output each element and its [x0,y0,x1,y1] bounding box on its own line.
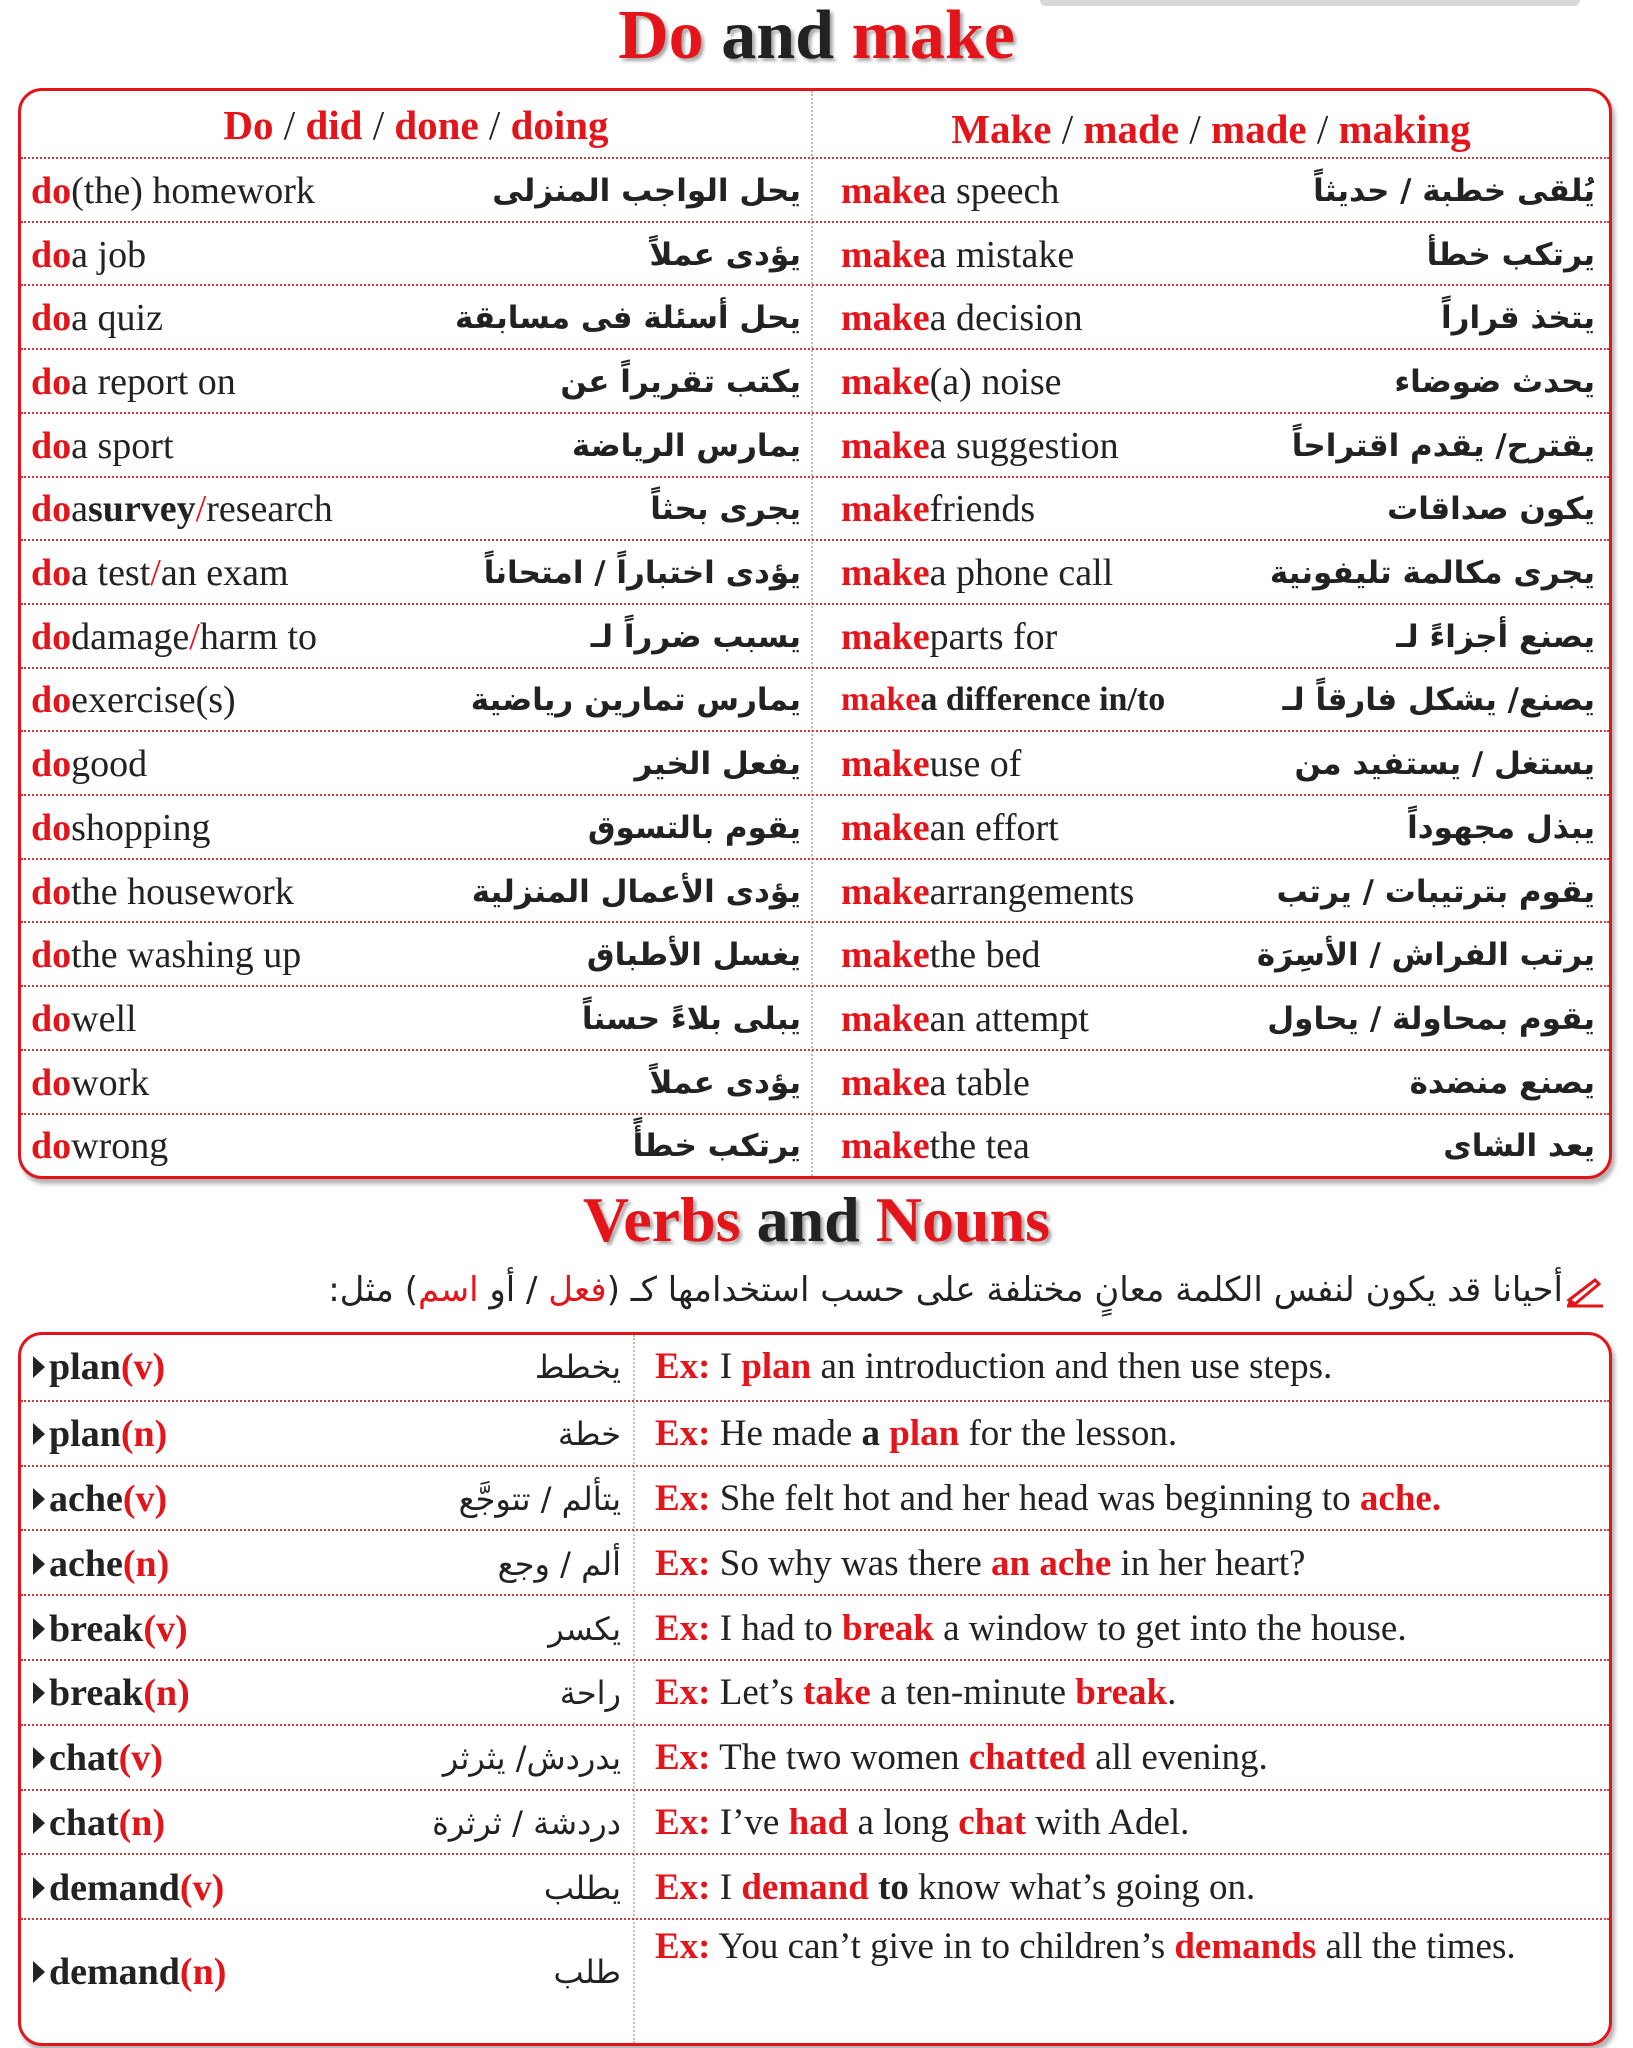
part-of-speech: (n) [118,1801,166,1844]
left-english [31,350,461,414]
left-english [31,1051,461,1115]
example-label: Ex: [655,1346,711,1388]
left-english [31,732,461,796]
example-sentence [655,1726,1585,1791]
r-phrase-part: arrangements [929,870,1135,913]
left-arabic: يؤدى الأعمال المنزلية [471,873,801,910]
word: chat [49,1801,119,1844]
bullet-triangle-icon [33,1618,45,1640]
example-label: Ex: [655,1477,711,1519]
r-keyword: make [841,169,930,212]
example-segment: So why was there [719,1542,992,1584]
bullet-triangle-icon [33,1877,45,1899]
right-arabic: يحدث ضوضاء [1394,363,1595,400]
right-english [841,350,1241,414]
right-arabic: يقوم بترتيبات / يرتب [1276,873,1595,910]
example-segment: for the lesson. [959,1413,1178,1455]
l-keyword: do [31,743,72,786]
l-keyword: do [31,424,72,467]
right-english [841,796,1241,860]
right-english [841,987,1241,1051]
left-arabic: يفعل الخير [634,746,801,783]
example-sentence [655,1791,1585,1856]
l-keyword: do [31,997,72,1040]
example-text [655,1670,1176,1716]
word: chat [49,1737,119,1780]
r-keyword: make [841,1125,930,1168]
example-text [655,1800,1189,1846]
example-segment: The two women [719,1737,969,1779]
example-segment: plan [889,1413,960,1455]
l-phrase-part: a quiz [71,297,163,340]
verb-noun-row [21,1789,1609,1856]
left-english [31,923,461,987]
left-arabic: يمارس الرياضة [571,427,801,464]
l-keyword: do [31,934,72,977]
right-arabic: يستغل / يستفيد من [1294,746,1595,783]
left-column-header: Do / did / done / doing [223,102,609,148]
example-sentence [655,1335,1585,1400]
example-text [655,1476,1441,1522]
right-arabic: يصنع أجزاءً لـ [1396,618,1595,655]
left-arabic: يغسل الأطباق [586,937,801,974]
do-make-table [18,88,1612,1179]
example-segment: break [1075,1672,1168,1714]
example-segment: I had to [719,1607,843,1649]
left-arabic: يحل أسئلة فى مسابقة [454,300,801,337]
example-segment: I’ve [719,1801,789,1843]
left-english [31,286,461,350]
r-keyword: make [841,552,930,595]
left-arabic: يسبب ضرراً لـ [590,618,801,655]
table-row [21,412,1609,478]
part-of-speech: (n) [179,1950,227,1993]
right-arabic: يرتكب خطأ [1426,236,1595,273]
right-arabic: يتخذ قراراً [1440,300,1595,337]
arabic-meaning: طلب [553,1952,621,1991]
example-segment: plan [741,1346,812,1388]
example-segment: break [842,1607,934,1649]
example-sentence [655,1531,1585,1596]
r-keyword: make [841,615,930,658]
l-keyword: do [31,552,72,595]
r-phrase-part: a decision [929,297,1083,340]
l-phrase-part: exercise(s) [71,679,236,722]
arabic-meaning: راحة [559,1674,621,1713]
table-row [21,921,1609,987]
word: break [49,1607,144,1650]
left-english [31,478,461,542]
l-phrase-part: work [71,1061,150,1104]
example-segment: demands [1174,1926,1317,1968]
r-keyword: make [841,934,930,977]
part-of-speech: (v) [118,1737,163,1780]
example-segment: a long [848,1801,959,1843]
bullet-triangle-icon [33,1682,45,1704]
l-keyword: do [31,870,72,913]
word-cell [33,1467,333,1532]
left-english [31,987,461,1051]
left-english [31,796,461,860]
right-english [841,605,1241,669]
arabic-meaning: دردشة / ثرثرة [432,1803,621,1842]
l-phrase-part: / [195,488,207,531]
example-label: Ex: [655,1926,711,1968]
right-english [841,860,1241,924]
verb-noun-row [21,1853,1609,1920]
l-keyword: do [31,169,72,212]
example-segment: chatted [968,1737,1086,1779]
verbs-nouns-intro: أحيانا قد يكون لنفس الكلمة معانٍ مختلفة على حسب استخدامها كـ (فعل / أو اسم) مثل: [328,1270,1563,1310]
l-keyword: do [31,615,72,658]
example-text [655,1606,1407,1652]
table-row [21,730,1609,796]
r-keyword: make [841,681,921,719]
r-keyword: make [841,997,930,1040]
r-keyword: make [841,743,930,786]
part-of-speech: (n) [122,1542,170,1585]
r-phrase-part: a difference in/to [920,681,1166,719]
r-phrase-part: a speech [929,169,1060,212]
part-of-speech: (v) [143,1607,188,1650]
r-phrase-part: the tea [929,1125,1030,1168]
arabic-meaning: يكسر [548,1609,621,1648]
l-phrase-part: a report on [71,360,236,403]
r-phrase-part: a phone call [929,552,1114,595]
verb-noun-row [21,1918,1609,2023]
left-arabic: يؤدى عملاً [649,236,801,273]
r-phrase-part: a table [929,1061,1030,1104]
title-word-make: make [851,0,1015,74]
example-text [655,1735,1268,1781]
example-segment: take [802,1672,871,1714]
arabic-meaning: يخطط [534,1348,621,1387]
right-arabic: يجرى مكالمة تليفونية [1269,555,1595,592]
bullet-triangle-icon [33,1553,45,1575]
r-keyword: make [841,806,930,849]
l-phrase-part: the washing up [71,934,302,977]
r-keyword: make [841,297,930,340]
r-keyword: make [841,488,930,531]
section-title-do-make [0,0,1633,74]
word: demand [49,1950,180,1993]
l-phrase-part: a sport [71,424,174,467]
section-title-verbs-nouns [0,1180,1633,1260]
r-phrase-part: a mistake [929,233,1075,276]
l-phrase-part: (the) homework [71,169,315,212]
part-of-speech: (n) [120,1413,168,1456]
example-label: Ex: [655,1413,711,1455]
r-keyword: make [841,1061,930,1104]
example-segment: ache. [1359,1477,1442,1519]
l-phrase-part: / [189,615,200,658]
bullet-triangle-icon [33,1356,45,1378]
emphasis: survey [88,488,196,531]
verb-noun-row [21,1465,1609,1532]
example-text [655,1344,1332,1390]
verb-noun-row [21,1659,1609,1726]
l-phrase-part: research [206,488,333,531]
pen-icon [1565,1270,1605,1310]
title-word-and-2: and [756,1184,860,1255]
example-segment: I [719,1346,742,1388]
table-row [21,221,1609,287]
l-keyword: do [31,806,72,849]
r-phrase-part: an effort [929,806,1059,849]
l-keyword: do [31,488,72,531]
example-sentence [655,1920,1585,2027]
bullet-triangle-icon [33,1961,45,1983]
example-segment: . [1167,1672,1177,1714]
arabic-meaning: خطة [557,1415,621,1454]
left-arabic: يكتب تقريراً عن [560,363,801,400]
right-arabic: يُلقى خطبة / حديثاً [1313,172,1595,209]
verbs-nouns-table [18,1332,1612,2046]
word: break [49,1672,144,1715]
right-arabic: يرتب الفراش / الأسِرَة [1256,937,1595,974]
left-english [31,541,461,605]
right-arabic: يكون صداقات [1387,491,1595,528]
table-row [21,603,1609,669]
example-segment: know what’s going on. [908,1866,1256,1908]
left-english [31,669,461,733]
l-phrase-part: a test [71,552,151,595]
title-word-and: and [721,0,835,74]
example-segment: all the times. [1316,1926,1516,1968]
arabic-meaning: يطلب [543,1868,621,1907]
l-phrase-part: a job [71,233,147,276]
right-english [841,223,1241,287]
l-phrase-part: damage [71,615,190,658]
l-phrase-part: a [71,488,89,531]
right-english [841,541,1241,605]
example-segment: He made [719,1413,862,1455]
example-label: Ex: [655,1542,711,1584]
table-row [21,284,1609,350]
example-label: Ex: [655,1672,711,1714]
left-arabic: يمارس تمارين رياضية [470,682,801,719]
bullet-triangle-icon [33,1423,45,1445]
table-row [21,539,1609,605]
example-sentence [655,1661,1585,1726]
example-sentence [655,1467,1585,1532]
l-keyword: do [31,233,72,276]
r-keyword: make [841,360,930,403]
r-phrase-part: friends [929,488,1036,531]
example-sentence [655,1402,1585,1467]
left-english [31,223,461,287]
right-english [841,414,1241,478]
table-row [21,858,1609,924]
left-arabic: يرتكب خطأً [632,1128,801,1165]
table-row [21,1049,1609,1115]
l-keyword: do [31,360,72,403]
right-arabic: يصنع منضدة [1409,1064,1595,1101]
right-english [841,669,1241,733]
part-of-speech: (v) [179,1866,225,1909]
r-keyword: make [841,233,930,276]
example-label: Ex: [655,1607,711,1649]
right-english [841,478,1241,542]
word: demand [49,1866,180,1909]
example-sentence [655,1855,1585,1920]
part-of-speech: (v) [122,1477,168,1520]
example-segment: an introduction and then use steps. [811,1346,1333,1388]
right-english [841,159,1241,223]
arabic-meaning: يتألم / تتوجَّع [458,1479,621,1518]
right-arabic: يصنع/ يشكل فارقاً لـ [1282,682,1595,719]
example-segment: to [868,1866,909,1908]
left-english [31,1115,461,1179]
word: ache [49,1477,123,1520]
example-text [655,1865,1255,1911]
left-arabic: يقوم بالتسوق [587,809,801,846]
word-cell [33,1335,333,1400]
example-label: Ex: [655,1737,711,1779]
example-segment: You can’t give in to children’s [718,1926,1175,1968]
right-column-header: Make / made / made / making [951,106,1471,152]
right-arabic: يقوم بمحاولة / يحاول [1267,1000,1595,1037]
example-label: Ex: [655,1801,711,1843]
word-cell [33,1920,333,2023]
example-segment: with Adel. [1026,1801,1190,1843]
l-phrase-part: shopping [71,806,211,849]
example-segment: chat [958,1801,1027,1843]
r-keyword: make [841,870,930,913]
bullet-triangle-icon [33,1747,45,1769]
title-word-do: Do [618,0,704,74]
verb-noun-row [21,1594,1609,1661]
example-segment: a ten-minute [870,1672,1076,1714]
word: ache [49,1542,123,1585]
left-arabic: يؤدى اختباراً / امتحاناً [483,555,801,592]
l-keyword: do [31,1061,72,1104]
table-row [21,794,1609,860]
l-phrase-part: well [71,997,137,1040]
right-english [841,732,1241,796]
table-row [21,476,1609,542]
title-word-verbs: Verbs [582,1184,741,1255]
verb-noun-row [21,1529,1609,1596]
left-arabic: يبلى بلاءً حسناً [581,1000,801,1037]
r-phrase-part: the bed [929,934,1041,977]
r-phrase-part: use of [929,743,1022,786]
part-of-speech: (n) [143,1672,190,1715]
word-cell [33,1531,333,1596]
word: plan [49,1346,121,1389]
l-keyword: do [31,679,72,722]
right-english [841,1115,1241,1179]
right-arabic: يبذل مجهوداً [1407,809,1595,846]
left-arabic: يحل الواجب المنزلى [492,172,801,209]
right-arabic: يقترح/ يقدم اقتراحاً [1291,427,1595,464]
l-phrase-part: wrong [71,1125,169,1168]
l-phrase-part: an exam [160,552,289,595]
r-phrase-part: (a) noise [929,360,1062,403]
left-arabic: يجرى بحثاً [650,491,801,528]
example-segment: a [861,1413,890,1455]
example-text [655,1924,1516,1970]
example-segment: a window to get into the house. [933,1607,1407,1649]
bullet-triangle-icon [33,1812,45,1834]
example-label: Ex: [655,1866,711,1908]
verb-noun-row [21,1724,1609,1791]
l-phrase-part: harm to [199,615,317,658]
right-english [841,923,1241,987]
table-row [21,667,1609,733]
word-cell [33,1791,333,1856]
arabic-meaning: ألم / وجع [497,1544,621,1583]
r-phrase-part: an attempt [929,997,1089,1040]
l-phrase-part: the housework [71,870,294,913]
example-segment: an ache [991,1542,1112,1584]
left-arabic: يؤدى عملاً [649,1064,801,1101]
right-english [841,1051,1241,1115]
l-phrase-part: good [71,743,148,786]
left-english [31,414,461,478]
verb-noun-row [21,1400,1609,1467]
table-row [21,157,1609,223]
table-row [21,348,1609,414]
example-segment: all evening. [1085,1737,1268,1779]
l-keyword: do [31,297,72,340]
example-segment: I [719,1866,742,1908]
word-cell [33,1596,333,1661]
left-english [31,605,461,669]
part-of-speech: (v) [120,1346,166,1389]
example-segment: in her heart? [1111,1542,1306,1584]
arabic-meaning: يدردش/ يثرثر [442,1739,621,1778]
word-cell [33,1726,333,1791]
example-segment: Let’s [719,1672,803,1714]
word: plan [49,1413,121,1456]
example-text [655,1541,1305,1587]
left-english [31,860,461,924]
l-keyword: do [31,1125,72,1168]
right-english [841,286,1241,350]
example-sentence [655,1596,1585,1661]
word-cell [33,1402,333,1467]
r-phrase-part: a suggestion [929,424,1119,467]
l-phrase-part: / [150,552,161,595]
table-row [21,1113,1609,1179]
word-cell [33,1855,333,1920]
left-english [31,159,461,223]
example-segment: She felt hot and her head was beginning to [719,1477,1360,1519]
right-arabic: يعد الشاى [1443,1128,1595,1165]
word-cell [33,1661,333,1726]
r-keyword: make [841,424,930,467]
example-segment: had [788,1801,849,1843]
example-segment: demand [741,1866,869,1908]
table-row [21,985,1609,1051]
title-word-nouns: Nouns [875,1184,1051,1255]
verb-noun-row [21,1335,1609,1400]
bullet-triangle-icon [33,1488,45,1510]
example-text [655,1411,1177,1457]
r-phrase-part: parts for [929,615,1058,658]
